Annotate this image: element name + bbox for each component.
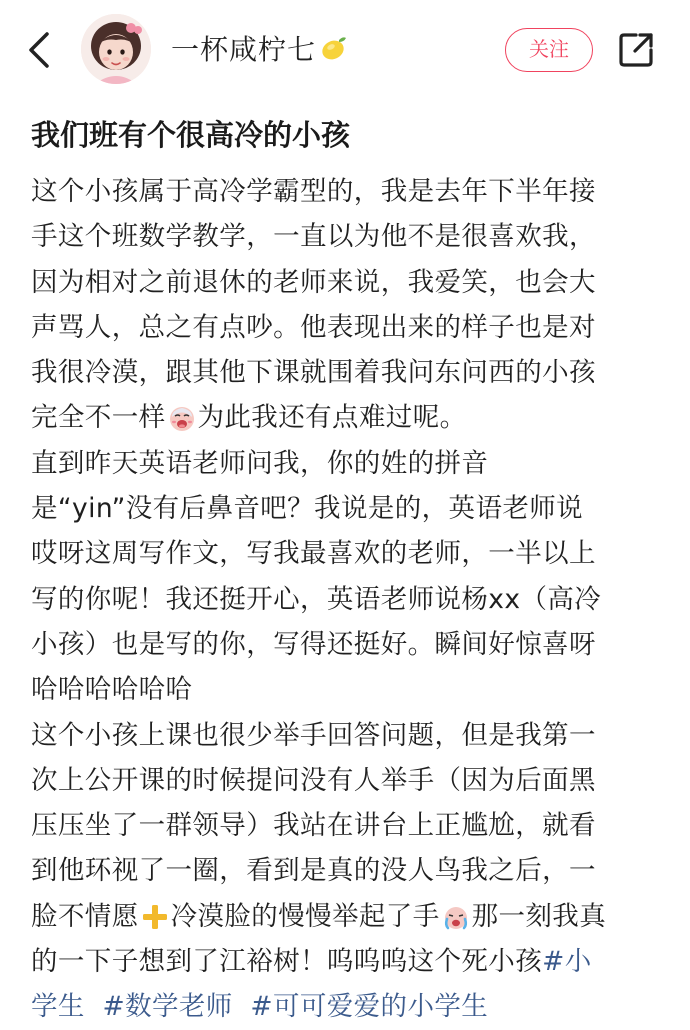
- post-line: [31, 939, 663, 984]
- post-text: 为此我还有点难过呢。: [197, 402, 467, 434]
- post-line: 直到昨天英语老师问我，你的姓的拼音: [31, 447, 489, 479]
- hashtag-link[interactable]: #数学老师: [102, 991, 233, 1023]
- post-body: [31, 169, 663, 1030]
- post-line: 这个小孩属于高冷学霸型的，我是去年下半年接: [31, 176, 596, 207]
- post-text: 的一下子想到了江裕树！呜呜呜这个死小孩: [31, 946, 543, 978]
- crying-face-emoji: [442, 900, 470, 928]
- hashtag-link[interactable]: 学生: [31, 991, 85, 1023]
- post-line: 这个小孩上课也很少举手回答问题，但是我第一: [31, 719, 596, 751]
- post-line: 是“yin”没有后鼻音吧？我说是的，英语老师说: [31, 493, 584, 525]
- avatar-image: [81, 14, 151, 84]
- share-button[interactable]: [614, 28, 658, 72]
- sad-face-emoji: [168, 402, 196, 430]
- share-icon: [614, 28, 658, 72]
- post-line: 因为相对之前退休的老师来说，我爱笑，也会大: [31, 266, 596, 298]
- post-line: 到他环视了一圈，看到是真的没人鸟我之后，一: [31, 855, 596, 887]
- post-text: 冷漠脸的慢慢举起了手: [170, 900, 440, 932]
- username-text: 一杯咸柠七: [171, 33, 317, 66]
- post-line: 声骂人，总之有点吵。他表现出来的样子也是对: [31, 311, 596, 343]
- chevron-left-icon: [20, 28, 60, 72]
- hashtag-link[interactable]: #可可爱爱的小学生: [250, 991, 489, 1023]
- post-line: 手这个班数学教学，一直以为他不是很喜欢我，: [31, 221, 596, 253]
- post-line: [31, 984, 663, 1029]
- post-line: 压压坐了一群领导）我站在讲台上正尴尬，就看: [31, 810, 596, 842]
- follow-button[interactable]: 关注: [505, 28, 593, 72]
- post-line: 哎呀这周写作文，写我最喜欢的老师，一半以上: [31, 538, 596, 570]
- lemon-icon: [318, 33, 348, 63]
- post-line: 我很冷漠，跟其他下课就围着我问东问西的小孩: [31, 357, 596, 389]
- post-line: 写的你呢！我还挺开心，英语老师说杨xx（高冷: [31, 583, 602, 615]
- post-line: [31, 894, 663, 939]
- post-header: [0, 0, 690, 100]
- post-title: 我们班有个很高冷的小孩: [31, 118, 351, 152]
- avatar[interactable]: [81, 14, 151, 84]
- post-line: [31, 395, 663, 440]
- username[interactable]: [171, 30, 348, 70]
- post-text: 那一刻我真: [471, 900, 607, 932]
- post-line: 小孩）也是写的你，写得还挺好。瞬间好惊喜呀: [31, 628, 596, 660]
- hashtag-link[interactable]: #小: [542, 946, 592, 978]
- post-line: 次上公开课的时候提问没有人举手（因为后面黑: [31, 764, 596, 796]
- plus-emoji: [141, 900, 169, 928]
- back-button[interactable]: [20, 28, 60, 72]
- post-line: 哈哈哈哈哈哈: [31, 674, 193, 706]
- post-text: 完全不一样: [31, 402, 166, 434]
- post-text: 脸不情愿: [31, 900, 139, 932]
